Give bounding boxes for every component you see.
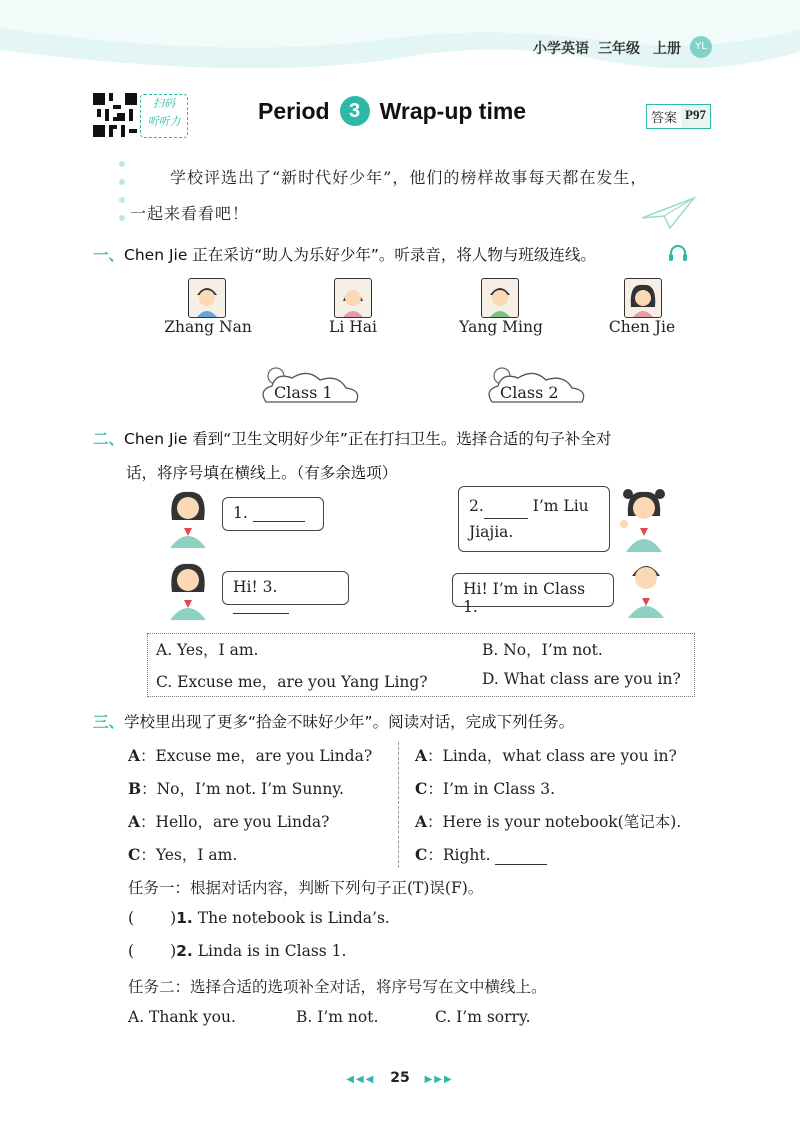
task2-option[interactable]: B. I’m not. xyxy=(296,1008,379,1026)
dialogue-line: A：Excuse me，are you Linda? xyxy=(128,746,373,765)
speech-bubble-4: Hi! I’m in Class 1. xyxy=(452,573,614,607)
task2-option[interactable]: C. I’m sorry. xyxy=(435,1008,531,1026)
dialogue-line: C：I’m in Class 3. xyxy=(415,779,556,798)
section1-heading: 一、Chen Jie 正在采访“助人为乐好少年”。听录音，将人物与班级连线。 xyxy=(93,246,596,264)
girl-character-icon xyxy=(164,558,212,620)
period-number: 3 xyxy=(340,96,370,126)
dialogue-line: A：Hello，are you Linda? xyxy=(128,812,330,831)
dialogue-line: C：Yes，I am. xyxy=(128,845,238,864)
page-number: 25 xyxy=(390,1070,410,1086)
avatar-chen-jie xyxy=(624,278,662,318)
paper-plane-icon xyxy=(640,196,696,230)
option-a[interactable]: A. Yes，I am. xyxy=(156,641,259,659)
qr-code-icon[interactable] xyxy=(93,93,137,137)
boy-character-icon xyxy=(620,556,672,618)
right-arrows-icon: ▶▶▶ xyxy=(424,1074,454,1085)
qr-label: 扫码 听听力 xyxy=(140,94,188,138)
dialogue-line: B：No，I’m not. I’m Sunny. xyxy=(128,779,344,798)
header-volume: 上册 xyxy=(653,41,681,57)
answer-blank-dialogue[interactable] xyxy=(495,863,547,865)
task2-title: 任务二：选择合适的选项补全对话，将序号写在文中横线上。 xyxy=(128,978,547,996)
task1-item: ( )2. Linda is in Class 1. xyxy=(128,942,347,960)
option-d[interactable]: D. What class are you in? xyxy=(482,670,681,688)
header-subject: 小学英语 xyxy=(533,41,589,57)
avatar-li-hai xyxy=(334,278,372,318)
dialogue-line: C：Right. xyxy=(415,843,547,865)
intro-text: 学校评选出了“新时代好少年”，他们的榜样故事每天都在发生， 一起来看看吧！ xyxy=(130,168,648,223)
header-badge: YL xyxy=(690,36,712,58)
task2-option[interactable]: A. Thank you. xyxy=(128,1008,236,1026)
dialogue-line: A：Linda，what class are you in? xyxy=(415,746,677,765)
speech-bubble-1: 1. xyxy=(222,497,324,531)
left-arrows-icon: ◀◀◀ xyxy=(346,1074,376,1085)
person-name: Zhang Nan xyxy=(164,318,252,336)
person-name: Yang Ming xyxy=(459,318,543,336)
page-footer xyxy=(0,1070,800,1086)
class-label: Class 1 xyxy=(274,383,333,402)
avatar-zhang-nan xyxy=(188,278,226,318)
person-name: Chen Jie xyxy=(608,318,676,336)
speech-bubble-3: Hi! 3. xyxy=(222,571,349,605)
class-label: Class 2 xyxy=(500,383,559,402)
header-grade: 三年级 xyxy=(598,41,640,57)
answer-link[interactable]: 答案 P97 xyxy=(646,104,711,129)
option-c[interactable]: C. Excuse me，are you Yang Ling? xyxy=(156,673,428,691)
section3-heading: 三、学校里出现了更多“拾金不昧好少年”。阅读对话，完成下列任务。 xyxy=(93,713,575,731)
options-box xyxy=(147,633,695,697)
headphones-icon[interactable] xyxy=(668,244,688,262)
girl-waving-icon xyxy=(618,486,670,552)
person-name: Li Hai xyxy=(329,318,377,336)
task1-item: ( )1. The notebook is Linda’s. xyxy=(128,909,390,927)
option-b[interactable]: B. No，I’m not. xyxy=(482,641,603,659)
answer-blank-1[interactable] xyxy=(253,520,305,522)
section2-heading: 二、Chen Jie 看到“卫生文明好少年”正在打扫卫生。选择合适的句子补全对 话，将序号填在横线上。（有多余选项） xyxy=(93,430,612,482)
dialogue-divider xyxy=(398,742,399,868)
dialogue-line: A：Here is your notebook(笔记本). xyxy=(415,812,682,831)
task1-title: 任务一：根据对话内容，判断下列句子正(T)误(F)。 xyxy=(128,879,484,897)
page-title: Period 3 Wrap-up time xyxy=(258,96,526,126)
avatar-yang-ming xyxy=(481,278,519,318)
speech-bubble-2: 2. I’m Liu Jiajia. xyxy=(458,486,610,552)
answer-blank-3[interactable] xyxy=(233,612,289,614)
girl-character-icon xyxy=(164,486,212,548)
